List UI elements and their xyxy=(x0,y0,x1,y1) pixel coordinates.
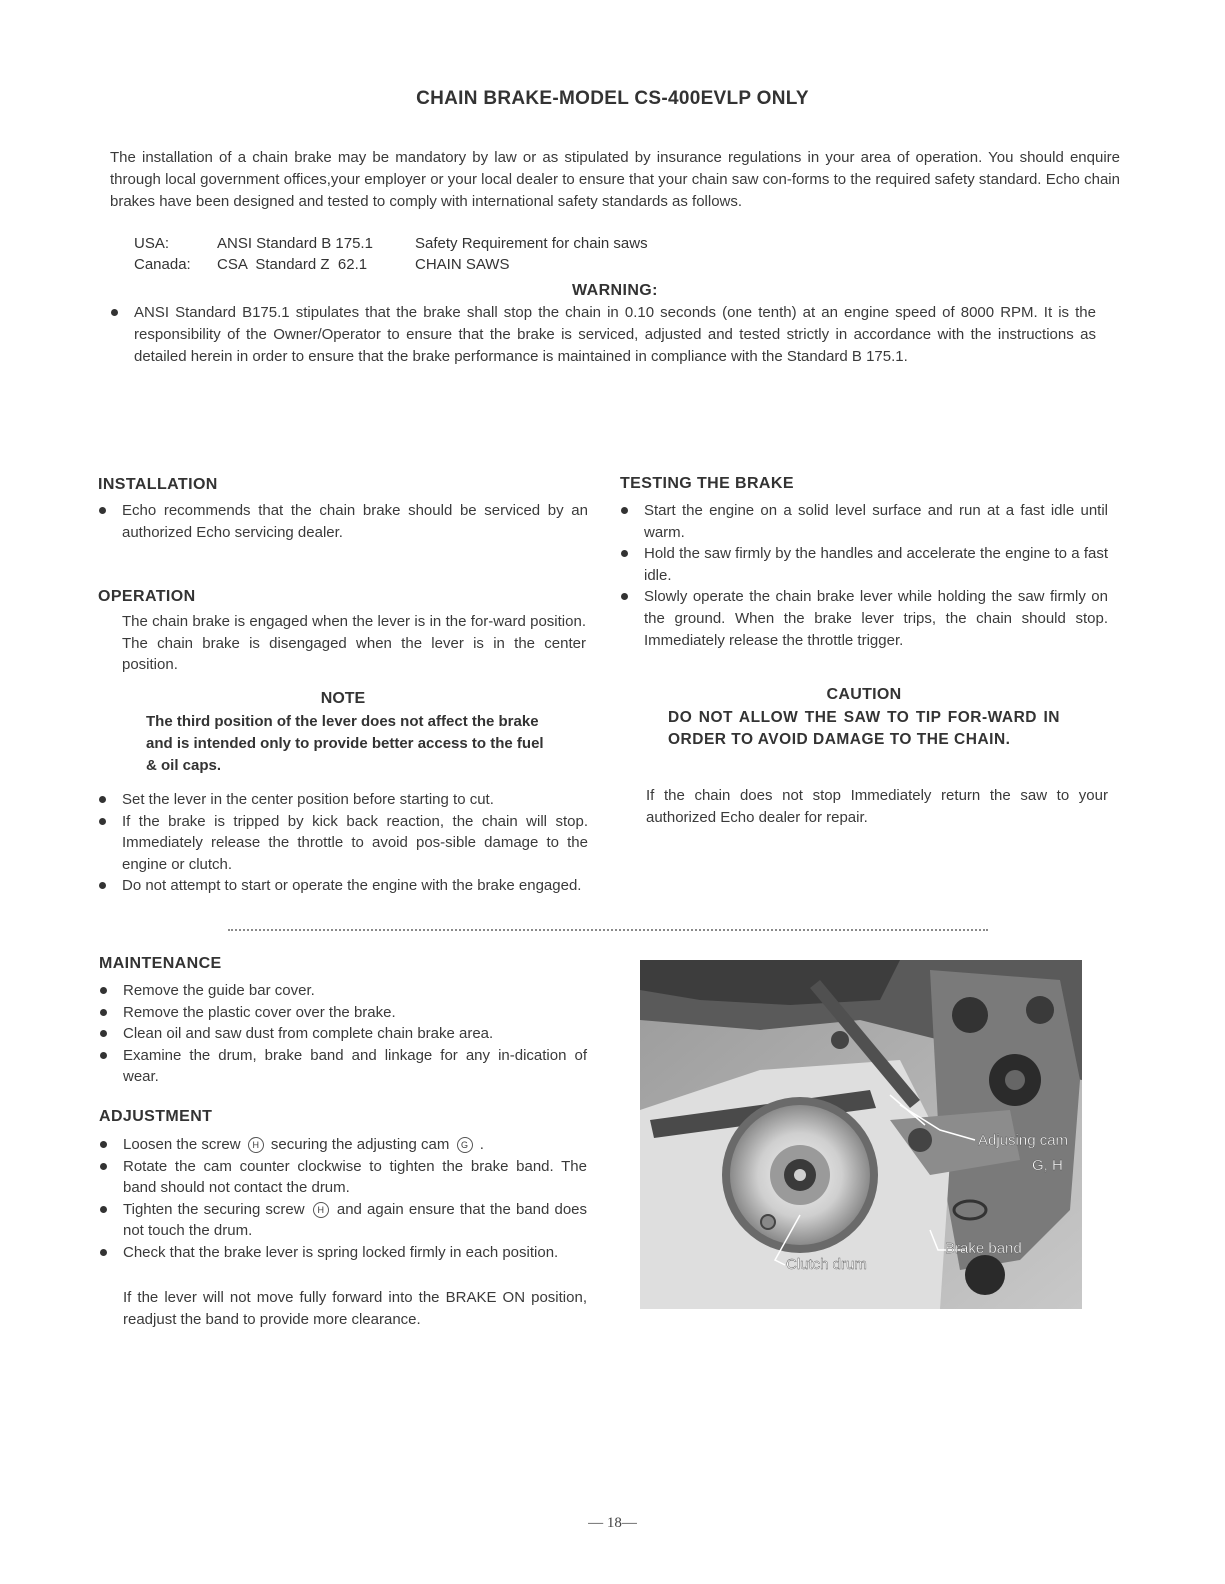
list-item: Examine the drum, brake band and linkage for any in-dication of wear. xyxy=(99,1045,587,1088)
label-brake-band: Brake band xyxy=(945,1240,1022,1257)
note-text: The third position of the lever does not affect the brake and is intended only to provide better access to the fuel & oil caps. xyxy=(146,713,544,774)
standard-row-usa xyxy=(134,235,648,252)
photo-illustration xyxy=(640,960,1082,1309)
label-adjusting-cam: Adjusing cam xyxy=(978,1132,1069,1149)
list-item: Set the lever in the center position before starting to cut. xyxy=(98,789,588,811)
page-title: CHAIN BRAKE-MODEL CS-400EVLP ONLY xyxy=(416,88,809,109)
list-item: Echo recommends that the chain brake should be serviced by an authorized Echo servicing dealer. xyxy=(98,500,588,543)
list-item xyxy=(99,1199,587,1242)
operation-heading: OPERATION xyxy=(98,588,196,605)
warning-text: ANSI Standard B175.1 stipulates that the brake shall stop the chain in 0.10 seconds (one tenth) at an engine speed of 8000 RPM. It is the responsibility of the Owner/Operator to ensure that the brake is serviced, adjusted and tested strictly in accordance with the instructions as detailed herein in order to ensure that the brake performance is maintained in compliance with the Standard B 175.1. xyxy=(110,302,1096,368)
section-divider xyxy=(228,929,988,931)
list-item xyxy=(99,1134,587,1156)
list-item: Start the engine on a solid level surface and run at a fast idle until warm. xyxy=(620,500,1108,543)
testing-after-text: If the chain does not stop Immediately return the saw to your authorized Echo dealer for repair. xyxy=(646,787,1108,826)
adjustment-text: and again ensure that the band does not touch the drum. xyxy=(123,1200,588,1240)
list-item: Slowly operate the chain brake lever while holding the saw firmly on the ground. When the brake lever trips, the chain should stop. Immediately release the throttle trigger. xyxy=(620,586,1108,651)
testing-list xyxy=(620,500,1108,651)
warning-title: WARNING: xyxy=(572,282,658,299)
testing-heading: TESTING THE BRAKE xyxy=(620,475,794,492)
adjustment-list xyxy=(99,1134,587,1264)
chain-brake-photo xyxy=(640,960,1082,1309)
maintenance-list xyxy=(99,980,587,1088)
cam-g-ref: G xyxy=(457,1137,473,1153)
list-item: Remove the guide bar cover. xyxy=(99,980,587,1002)
label-clutch-drum: Clutch drum xyxy=(786,1256,867,1273)
standard-desc: Safety Requirement for chain saws xyxy=(415,235,648,252)
installation-heading: INSTALLATION xyxy=(98,476,218,493)
adjustment-text: securing the adjusting cam xyxy=(270,1136,450,1153)
list-item: Hold the saw firmly by the handles and accelerate the engine to a fast idle. xyxy=(620,543,1108,586)
list-item: Do not attempt to start or operate the engine with the brake engaged. xyxy=(98,875,588,897)
standard-country: USA: xyxy=(134,235,170,252)
standard-country: Canada: xyxy=(134,256,191,273)
list-item: If the brake is tripped by kick back reaction, the chain will stop. Immediately release the throttle to avoid pos-sible damage to the engine or clutch. xyxy=(98,811,588,876)
maintenance-heading: MAINTENANCE xyxy=(99,955,222,972)
installation-list xyxy=(98,500,588,543)
list-item: Clean oil and saw dust from complete chain brake area. xyxy=(99,1023,587,1045)
list-item: Rotate the cam counter clockwise to tighten the brake band. The band should not contact the drum. xyxy=(99,1156,587,1199)
standard-desc: CHAIN SAWS xyxy=(415,256,510,273)
list-item: Remove the plastic cover over the brake. xyxy=(99,1002,587,1024)
label-cam-refs: G, H xyxy=(1032,1157,1063,1174)
adjustment-continuation: If the lever will not move fully forward into the BRAKE ON position, readjust the band to provide more clearance. xyxy=(123,1289,587,1328)
screw-h-ref: H xyxy=(248,1137,264,1153)
adjustment-text: Loosen the screw xyxy=(123,1136,241,1153)
list-item: Check that the brake lever is spring locked firmly in each position. xyxy=(99,1242,587,1264)
caution-text: DO NOT ALLOW THE SAW TO TIP FOR-WARD IN ORDER TO AVOID DAMAGE TO THE CHAIN. xyxy=(668,709,1060,748)
page-number: — 18— xyxy=(588,1515,637,1531)
intro-paragraph: The installation of a chain brake may be mandatory by law or as stipulated by insurance regulations in your area of operation. You should enquire through local government offices,your employer or your local dealer to ensure that your chain saw con-forms to the required safety standard. Echo chain brakes have been designed and tested to comply with international safety standards as follows. xyxy=(110,149,1120,210)
operation-text: The chain brake is engaged when the lever is in the for-ward position. The chain brake is disengaged when the lever is in the center position. xyxy=(122,613,586,673)
warning-list xyxy=(110,302,1096,368)
operation-list xyxy=(98,789,588,897)
standard-row-canada xyxy=(134,256,509,273)
standard-org: CSA Standard Z 62.1 xyxy=(217,256,368,273)
standard-org: ANSI Standard B 175.1 xyxy=(217,235,373,252)
note-title: NOTE xyxy=(320,690,366,707)
adjustment-text: . xyxy=(479,1136,484,1153)
adjustment-text: Tighten the securing screw xyxy=(123,1200,305,1218)
caution-title: CAUTION xyxy=(826,686,902,703)
adjustment-heading: ADJUSTMENT xyxy=(99,1108,213,1125)
screw-h-ref: H xyxy=(313,1202,329,1218)
